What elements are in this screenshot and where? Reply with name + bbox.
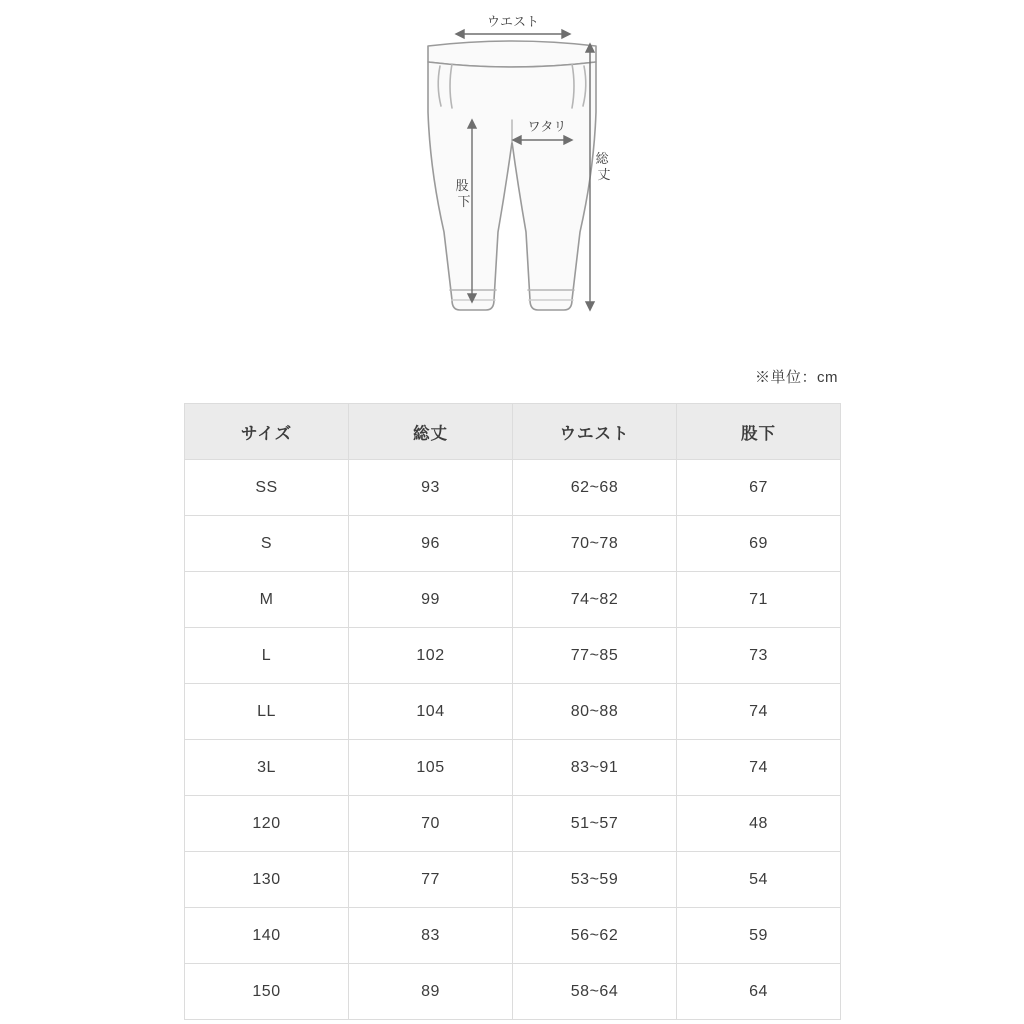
cell-waist: 62~68 (513, 460, 677, 516)
column-header-waist: ウエスト (513, 404, 677, 460)
cell-waist: 56~62 (513, 908, 677, 964)
cell-total-length: 70 (349, 796, 513, 852)
cell-total-length: 96 (349, 516, 513, 572)
cell-waist: 70~78 (513, 516, 677, 572)
cell-size: 3L (185, 740, 349, 796)
label-total-length: 総 丈 (595, 151, 611, 182)
table-row (185, 908, 841, 964)
cell-total-length: 104 (349, 684, 513, 740)
cell-inseam: 64 (677, 964, 841, 1020)
cell-size: 120 (185, 796, 349, 852)
label-thigh: ワタリ (527, 119, 567, 134)
cell-waist: 58~64 (513, 964, 677, 1020)
cell-inseam: 67 (677, 460, 841, 516)
table-row (185, 740, 841, 796)
table-row (185, 516, 841, 572)
cell-inseam: 73 (677, 628, 841, 684)
cell-total-length: 99 (349, 572, 513, 628)
cell-waist: 77~85 (513, 628, 677, 684)
table-row (185, 964, 841, 1020)
cell-inseam: 74 (677, 740, 841, 796)
cell-inseam: 69 (677, 516, 841, 572)
column-header-size: サイズ (185, 404, 349, 460)
cell-size: S (185, 516, 349, 572)
cell-total-length: 102 (349, 628, 513, 684)
cell-waist: 51~57 (513, 796, 677, 852)
table-row (185, 796, 841, 852)
cell-inseam: 71 (677, 572, 841, 628)
label-inseam: 股 下 (455, 178, 471, 209)
cell-size: 130 (185, 852, 349, 908)
size-table (184, 403, 841, 1020)
cell-size: M (185, 572, 349, 628)
cell-size: SS (185, 460, 349, 516)
cell-inseam: 59 (677, 908, 841, 964)
size-table-container (184, 403, 840, 1020)
cell-total-length: 77 (349, 852, 513, 908)
cell-waist: 74~82 (513, 572, 677, 628)
cell-waist: 83~91 (513, 740, 677, 796)
column-header-inseam: 股下 (677, 404, 841, 460)
cell-inseam: 54 (677, 852, 841, 908)
column-header-total-length: 総丈 (349, 404, 513, 460)
cell-waist: 80~88 (513, 684, 677, 740)
table-row (185, 852, 841, 908)
cell-size: 150 (185, 964, 349, 1020)
cell-inseam: 48 (677, 796, 841, 852)
table-row (185, 572, 841, 628)
cell-total-length: 93 (349, 460, 513, 516)
cell-total-length: 105 (349, 740, 513, 796)
unit-note: ※単位：cm (755, 369, 838, 386)
cell-waist: 53~59 (513, 852, 677, 908)
pants-illustration-svg (0, 0, 1024, 356)
cell-size: LL (185, 684, 349, 740)
cell-inseam: 74 (677, 684, 841, 740)
table-row (185, 460, 841, 516)
label-waist: ウエスト (486, 14, 540, 29)
cell-size: 140 (185, 908, 349, 964)
cell-size: L (185, 628, 349, 684)
table-row (185, 684, 841, 740)
table-row (185, 628, 841, 684)
table-header-row (185, 404, 841, 460)
cell-total-length: 83 (349, 908, 513, 964)
cell-total-length: 89 (349, 964, 513, 1020)
measurement-diagram (0, 0, 1024, 356)
